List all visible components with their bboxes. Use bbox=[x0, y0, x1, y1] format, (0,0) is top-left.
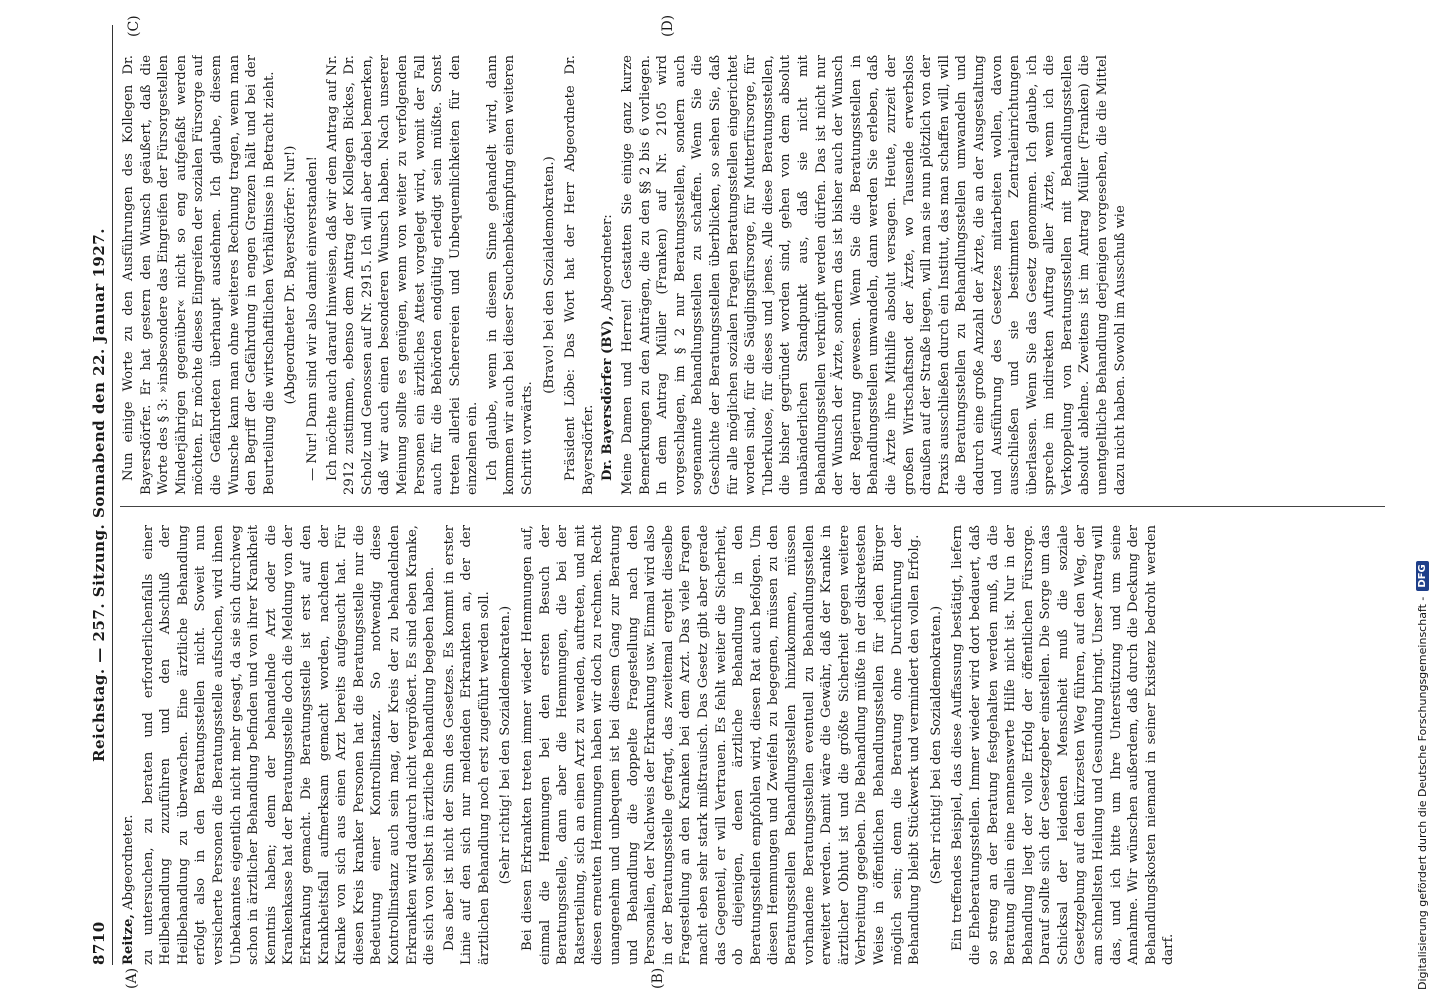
speaker-name: Dr. Bayersdörfer (BV), bbox=[600, 315, 616, 481]
interjection: (Sehr richtig! bei den Sozialdemokraten.) bbox=[498, 605, 514, 885]
paragraph: zu untersuchen, zu beraten und erforderlichenfalls einer Heilbehandlung zuzuführen und den Abschluß der Heilbehandlung zu überwachen. Eine ärztliche Behandlung erfolgt also in den Beratungsstellen nicht. Soweit nun versicherte Personen die Beratungsstelle aufsuchen, wird ihnen Unbekanntes eigentlich nicht mehr gesagt, da sie sich durchweg schon in ärztlicher Behandlung befinden und von ihrer Krankheit Kenntnis haben; denn der behandelnde Arzt oder die Krankenkasse hat der Beratungsstelle doch die Meldung von der Erkrankung gemacht. Die Beratungsstelle ist erst auf den Krankheitsfall aufmerksam gemacht worden, nachdem der Kranke von sich aus einen Arzt bereits aufgesucht hat. Für diesen Kreis kranker Personen hat die Beratungsstelle nur die Bedeutung einer Kontrollinstanz. So notwendig diese Kontrollinstanz auch sein mag, der Kreis der zu behandelnden Erkrankten wird dadurch nicht vergrößert. Es sind eben Kranke, die sich von selbst in ärztliche Behandlung begeben haben. bbox=[140, 525, 438, 965]
speaker-name: Reitze, bbox=[121, 914, 136, 965]
paragraph: Nun einige Worte zu den Ausführungen des Kollegen Dr. Bayersdörfer. Er hat gestern den Wunsch geäußert, daß die Worte des § 3: »insbesondere das Eingreifen der Fürsorgestellen Minderjährigen gegenüber« nicht so eng aufgefaßt werden möchten. Er möchte dieses Eingreifen der sozialen Fürsorge auf die Gefährdeten überhaupt ausdehnen. Ich glaube, diesem Wunsche kann man ohne weiteres Rechnung tragen, wenn man den Begriff der Gefährdung in engen Grenzen hält und bei der Beurteilung die wirtschaftlichen Verhältnisse in Betracht zieht. bbox=[121, 55, 277, 495]
paragraph: Ich glaube, wenn in diesem Sinne gehandelt wird, dann kommen wir auch bei dieser Seuchenbekämpfung einen weiteren Schritt vorwärts. bbox=[484, 55, 536, 495]
speaker-role: Abgeordneter: bbox=[600, 214, 616, 312]
president-line: Präsident Löbe: Das Wort hat der Herr Abgeordnete Dr. Bayersdörfer. bbox=[563, 55, 596, 495]
left-column bbox=[120, 525, 1390, 965]
speaker-heading bbox=[120, 525, 138, 965]
paragraph: Ich möchte auch darauf hinweisen, daß wir dem Antrag auf Nr. 2912 zustimmen, ebenso dem Antrag der Kollegen Bickes, Dr. Scholz und Genossen auf Nr. 2915. Ich will aber dabei bemerken, daß wir auch einen besonderen Wunsch haben. Nach unserer Meinung sollte es genügen, wenn von weiter zu verfolgenden Personen ein ärztliches Attest vorgelegt wird, womit der Fall auch für die Behörden endgültig erledigt sein müßte. Sonst treten allerlei Scherereien und Unbequemlichkeiten für den einzelnen ein. bbox=[324, 55, 481, 495]
interjection: (Abgeordneter Dr. Bayersdörfer: Nur!) bbox=[283, 145, 299, 405]
margin-marker-c: (C) bbox=[126, 15, 142, 37]
running-title: Reichstag. — 257. Sitzung. Sonnabend den 22. Januar 1927. bbox=[90, 228, 108, 762]
credit-text: Digitalisierung gefördert durch die Deutsche Forschungsgemeinschaft - bbox=[1416, 596, 1429, 990]
paragraph: Bei diesen Erkrankten treten immer wieder Hemmungen auf, einmal die Hemmungen bei den ersten Besuch der Beratungsstelle, dann aber die Hemmungen, die bei der Ratserteilung, sich an einen Arzt zu wenden, auftreten, und mit diesen erneuten Hemmungen haben wir doch zu rechnen. Recht unangenehm und unbequem ist bei diesem Gang zur Beratung und Behandlung die doppelte Fragestellung nach den Personalien, der Nachweis der Erkrankung usw. Einmal wird also in der Beratungsstelle gefragt, das zweitemal ergeht dieselbe Fragestellung an den Kranken bei dem Arzt. Das viele Fragen macht eben sehr stark mißtrauisch. Das Gesetz gibt aber gerade das Gegenteil, er will Vertrauen. Es fehlt weiter die Sicherheit, ob diejenigen, denen ärztliche Behandlung in den Beratungsstellen empfohlen wird, diesen Rat auch befolgen. Um diesen Hemmungen und Zweifeln zu begegnen, müssen zu den Beratungsstellen Behandlungsstellen hinzukommen, müssen vorhandene Beratungsstellen eventuell zu Behandlungsstellen erweitert werden. Damit wäre die Gewähr, daß der Kranke in ärztlicher Obhut ist und die größte Sicherheit gegen weitere Verbreitung gegeben. Die Behandlung müßte in der diskretesten Weise in öffentlichen Behandlungsstellen für jeden Bürger möglich sein; denn die Beratung ohne Durchführung der Behandlung bleibt Stückwerk und vermindert den vollen Erfolg. bbox=[520, 525, 923, 965]
page-number: 8710 bbox=[90, 921, 108, 965]
margin-marker-a: (A) bbox=[124, 967, 140, 989]
paragraph: Ein treffendes Beispiel, das diese Auffassung bestätigt, liefern die Eheberatungsstellen. Immer wieder wird dort bedauert, daß so streng an der Beratung festgehalten werden muß, da die Beratung allein eine nennenswerte Hilfe nicht ist. Nur in der Behandlung liegt der volle Erfolg der öffentlichen Fürsorge. Darauf sollte sich der Gesetzgeber einstellen. Die Sorge um das Schicksal der leidenden Menschheit muß die soziale Gesetzgebung auf den kürzesten Weg führen, auf den Weg, der am schnellsten Heilung und Gesundung bringt. Unser Antrag will das, und ich bitte um Ihre Unterstützung und um seine Annahme. Wir wünschen außerdem, daß durch die Deckung der Behandlungskosten niemand in seiner Existenz bedroht werden darf. bbox=[950, 525, 1177, 965]
header-rule bbox=[112, 25, 113, 965]
margin-marker-d: (D) bbox=[660, 14, 676, 37]
column-divider bbox=[120, 506, 1385, 507]
page-header bbox=[90, 25, 112, 965]
interjection: (Bravo! bei den Sozialdemokraten.) bbox=[541, 156, 557, 394]
paragraph: Das aber ist nicht der Sinn des Gesetzes. Es kommt in erster Linie auf den sich nur meldenden Erkrankten an, der der ärztlichen Behandlung noch erst zugeführt werden soll. bbox=[441, 525, 492, 965]
speaker-heading bbox=[599, 55, 617, 495]
dfg-logo: DFG bbox=[1416, 561, 1429, 590]
interjection: (Sehr richtig! bei den Sozialdemokraten.) bbox=[928, 605, 944, 885]
paragraph: — Nur! Dann sind wir also damit einverstanden! bbox=[304, 156, 320, 481]
margin-marker-b: (B) bbox=[650, 967, 666, 989]
digitization-credit bbox=[1416, 561, 1429, 990]
speaker-role: Abgeordneter. bbox=[121, 814, 136, 910]
right-column bbox=[120, 55, 1390, 495]
paragraph: Meine Damen und Herren! Gestatten Sie einige ganz kurze Bemerkungen zu den Anträgen, die zu den §§ 2 bis 6 vorliegen. In dem Antrag Müller (Franken) auf Nr. 2105 wird vorgeschlagen, im § 2 nur Beratungsstellen, sondern auch sogenannte Behandlungsstellen zu schaffen. Wenn Sie die Geschichte der Beratungsstellen überblicken, so sehen Sie, daß für alle möglichen sozialen Fragen Beratungsstellen eingerichtet worden sind, für die Säuglingsfürsorge, für Mutterfürsorge, für Tuberkulose, für dieses und jenes. Alle diese Beratungsstellen, die bisher gegründet worden sind, gehen von dem absolut unabänderlichen Standpunkt aus, daß sie nicht mit Behandlungsstellen verknüpft werden dürfen. Das ist nicht nur der Wunsch der Ärzte, sondern das ist bisher auch der Wunsch der Regierung gewesen. Wenn Sie die Beratungsstellen in Behandlungsstellen umwandeln, dann werden Sie erleben, daß die Ärzte ihre Mithilfe absolut versagen. Heute, zurzeit der großen Wirtschaftsnot der Ärzte, wo Tausende erwerbslos draußen auf der Straße liegen, will man sie nun plötzlich von der Praxis ausschließen durch ein Institut, das man schaffen will, will die Beratungsstellen zu Behandlungsstellen umwandeln und dadurch eine große Anzahl der Ärzte, die an der Ausgestaltung und Ausführung des Gesetzes mitarbeiten wollen, davon ausschließen und sie bestimmten Zentraleinrichtungen überlassen. Wenn Sie das Gesetz genommen. Ich glaube, ich spreche im indirekten Auftrag aller Ärzte, wenn ich die Verkoppelung von Beratungsstellen mit Behandlungsstellen absolut ablehne. Zweitens ist im Antrag Müller (Franken) die unentgeltliche Behandlung derjenigen vorgesehen, die die Mittel dazu nicht haben. Sowohl im Ausschuß wie bbox=[620, 55, 1128, 495]
rotated-page-content bbox=[90, 14, 1410, 989]
